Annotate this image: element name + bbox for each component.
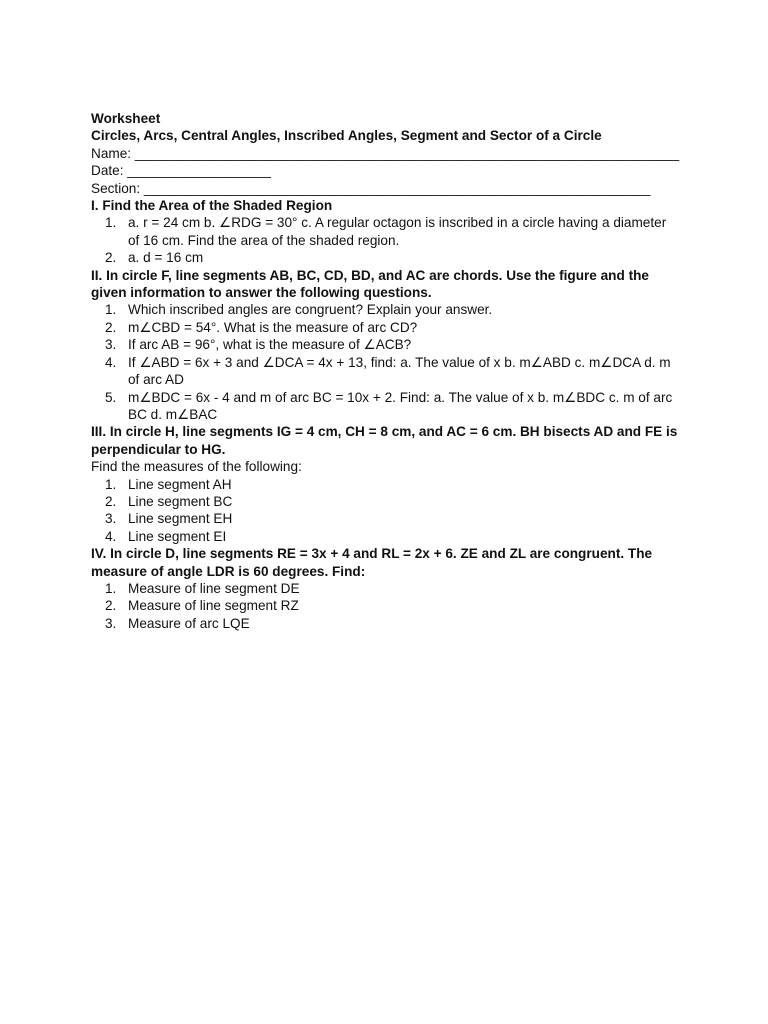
list-item <box>91 319 680 336</box>
list-item-text: m∠BDC = 6x - 4 and m of arc BC = 10x + 2. Find: a. The value of x b. m∠BDC c. m of arc BC d. m∠BAC <box>128 389 673 422</box>
list-item-number: 1. <box>105 476 117 492</box>
worksheet-title: Worksheet <box>91 111 161 126</box>
list-item-number: 5. <box>105 389 117 405</box>
list-item-text: Which inscribed angles are congruent? Explain your answer. <box>128 302 493 318</box>
list-item-text: Measure of arc LQE <box>128 615 250 631</box>
section-3-list <box>91 476 691 546</box>
list-item-text: m∠CBD = 54°. What is the measure of arc CD? <box>128 319 418 335</box>
section-1-heading: I. Find the Area of the Shaded Region <box>91 198 333 214</box>
list-item <box>91 493 680 510</box>
list-item-number: 1. <box>105 302 117 318</box>
list-item-number: 2. <box>105 319 117 335</box>
list-item-number: 4. <box>105 354 117 370</box>
list-item <box>91 354 680 389</box>
list-item-number: 2. <box>105 493 117 509</box>
list-item <box>91 597 680 614</box>
section-4-heading: IV. In circle D, line segments RE = 3x + 4 and RL = 2x + 6. ZE and ZL are congruent. The measure of angle LDR is 60 degrees. Find: <box>91 546 653 579</box>
list-item-number: 1. <box>105 215 117 231</box>
worksheet-subtitle: Circles, Arcs, Central Angles, Inscribed Angles, Segment and Sector of a Circle <box>91 128 602 144</box>
list-item-number: 3. <box>105 511 117 527</box>
section-2-list <box>91 301 691 423</box>
section-2-heading: II. In circle F, line segments AB, BC, CD, BD, and AC are chords. Use the figure and the given information to answer the following questions. <box>91 267 649 301</box>
list-item-text: If arc AB = 96°, what is the measure of ∠ACB? <box>128 337 412 353</box>
list-item <box>91 249 680 266</box>
list-item <box>91 510 680 527</box>
list-item <box>91 615 680 632</box>
list-item-number: 3. <box>105 615 117 631</box>
section-3-heading: III. In circle H, line segments IG = 4 cm, CH = 8 cm, and AC = 6 cm. BH bisects AD and FE is perpendicular to HG. <box>91 424 678 457</box>
list-item-text: a. d = 16 cm <box>128 250 204 266</box>
name-field: Name: ________________________________________________________________________ <box>91 145 680 161</box>
section-field: Section: ___________________________________________________________________ <box>91 180 651 196</box>
list-item <box>91 301 680 318</box>
section-3-intro: Find the measures of the following: <box>91 459 302 475</box>
list-item-text: Measure of line segment DE <box>128 580 300 596</box>
section-1-list <box>91 214 691 266</box>
list-item <box>91 528 680 545</box>
section-4-list <box>91 580 691 632</box>
list-item-text: Measure of line segment RZ <box>128 598 299 614</box>
list-item-text: Line segment AH <box>128 476 232 492</box>
list-item-number: 2. <box>105 598 117 614</box>
list-item-text: Line segment EH <box>128 511 233 527</box>
worksheet-page <box>91 110 691 632</box>
list-item <box>91 389 680 424</box>
list-item-number: 3. <box>105 337 117 353</box>
list-item-text: Line segment BC <box>128 493 233 509</box>
list-item-text: If ∠ABD = 6x + 3 and ∠DCA = 4x + 13, find: a. The value of x b. m∠ABD c. m∠DCA d. m of arc AD <box>128 354 671 388</box>
list-item-number: 2. <box>105 250 117 266</box>
list-item <box>91 580 680 597</box>
date-field: Date: ___________________ <box>91 163 271 179</box>
list-item-text: a. r = 24 cm b. ∠RDG = 30° c. A regular octagon is inscribed in a circle having a diameter of 16 cm. Find the area of the shaded region. <box>128 215 667 248</box>
list-item <box>91 336 680 353</box>
list-item-number: 4. <box>105 528 117 544</box>
list-item <box>91 476 680 493</box>
list-item-text: Line segment EI <box>128 528 227 544</box>
list-item <box>91 214 680 249</box>
list-item-number: 1. <box>105 580 117 596</box>
